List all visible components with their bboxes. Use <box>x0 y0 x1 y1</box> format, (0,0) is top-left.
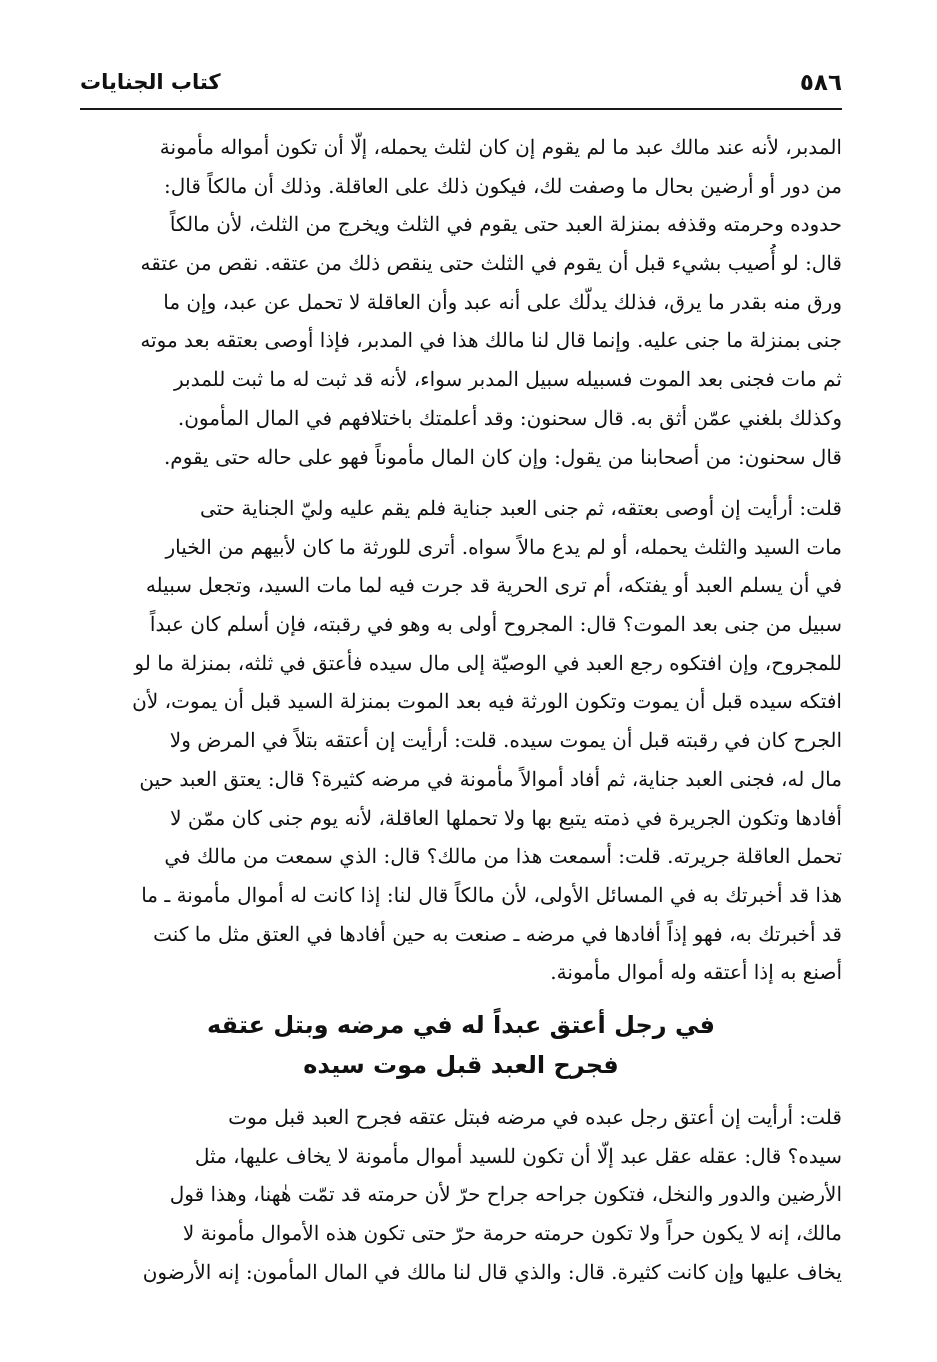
section-heading <box>80 1005 842 1085</box>
text-line: حدوده وحرمته وقذفه بمنزلة العبد حتى يقوم في الثلث ويخرج من الثلث، لأن مالكاً <box>169 212 842 237</box>
text-line: من دور أو أرضين بحال ما وصفت لك، فيكون ذلك على العاقلة. وذلك أن مالكاً قال: <box>163 173 842 198</box>
text-line: أفادها وتكون الجريرة في ذمته يتبع بها ولا تحملها العاقلة، لأنه يوم جنى كان ممّن لا <box>170 805 842 830</box>
text-line: يخاف عليها وإن كانت كثيرة. قال: والذي قال لنا مالك في المال المأمون: إنه الأرضون <box>142 1259 842 1284</box>
section-heading-line: فجرح العبد قبل موت سيده <box>303 1051 619 1079</box>
section-heading-line: في رجل أعتق عبداً له في مرضه وبتل عتقه <box>207 1011 715 1039</box>
text-line: ثم مات فجنى بعد الموت فسبيله سبيل المدبر سواء، لأنه قد ثبت له ما ثبت للمدبر <box>174 367 842 392</box>
text-line: الجرح كان في رقبته قبل أن يموت سيده. قلت: أرأيت إن أعتقه بتلاً في المرض ولا <box>169 728 842 753</box>
text-line: الأرضين والدور والنخل، فتكون جراحه جراح حرّ لأن حرمته قد تمّت هٰهنا، وهذا قول <box>169 1182 842 1207</box>
text-line: هذا قد أخبرتك به في المسائل الأولى، لأن مالكاً قال لنا: إذا كانت له أموال مأمونة ـ ما <box>141 882 842 907</box>
text-line: مات السيد والثلث يحمله، أو لم يدع مالاً سواه. أترى للورثة ما كان لأبيهم من الخيار <box>165 534 842 559</box>
text-line: للمجروح، وإن افتكوه رجع العبد في الوصيّة إلى مال سيده فأعتق في ثلثه، بمنزلة ما لو <box>134 650 842 675</box>
text-line: في أن يسلم العبد أو يفتكه، أم ترى الحرية قد جرت فيه لما مات السيد، وتجعل سبيله <box>145 573 842 598</box>
paragraph-3 <box>80 1098 842 1291</box>
text-line: افتكه سيده قبل أن يموت وتكون الورثة فيه بعد الموت بمنزلة السيد قبل أن يموت، لأن <box>132 689 842 714</box>
text-line: تحمل العاقلة جريرته. قلت: أسمعت هذا من مالك؟ قال: الذي سمعت من مالك في <box>164 844 842 869</box>
text-line: قد أخبرتك به، فهو إذاً أفادها في مرضه ـ صنعت به حين أفادها في العتق مثل ما كنت <box>153 921 842 946</box>
page-header <box>80 66 842 106</box>
text-line: وكذلك بلغني عمّن أثق به. قال سحنون: وقد أعلمتك باختلافهم في المال المأمون. <box>177 405 842 430</box>
paragraph-2 <box>80 489 842 992</box>
text-line: مالك، إنه لا يكون حراً ولا تكون حرمته حرمة حرّ حتى تكون هذه الأموال مأمونة لا <box>182 1221 842 1246</box>
text-line: قلت: أرأيت إن أعتق رجل عبده في مرضه فبتل عتقه فجرح العبد قبل موت <box>228 1105 842 1129</box>
paragraph-1 <box>80 128 842 476</box>
text-line: قلت: أرأيت إن أوصى بعتقه، ثم جنى العبد جناية فلم يقم عليه وليّ الجناية حتى <box>199 496 842 520</box>
book-title: كتاب الجنايات <box>80 70 221 94</box>
text-line: سبيل من جنى بعد الموت؟ قال: المجروح أولى به وهو في رقبته، فإن أسلم كان عبداً <box>149 612 842 637</box>
text-line: قال سحنون: من أصحابنا من يقول: وإن كان المال مأموناً فهو على حاله حتى يقوم. <box>163 444 842 469</box>
text-line: قال: لو أُصيب بشيء قبل أن يقوم في الثلث حتى ينقص ذلك من عتقه. نقص من عتقه <box>140 251 842 276</box>
text-line: المدبر، لأنه عند مالك عبد ما لم يقوم إن كان لثلث يحمله، إلّا أن تكون أمواله مأمونة <box>159 135 842 159</box>
text-line: أصنع به إذا أعتقه وله أموال مأمونة. <box>550 960 842 985</box>
page-number: ٥٨٦ <box>799 70 842 96</box>
text-line: جنى بمنزلة ما جنى عليه. وإنما قال لنا مالك هذا في المدبر، فإذا أوصى بعتقه بعد موته <box>140 328 842 353</box>
text-line: مال له، فجنى العبد جناية، ثم أفاد أموالاً مأمونة في مرضه كثيرة؟ قال: يعتق العبد حين <box>139 766 842 791</box>
header-divider <box>80 108 842 110</box>
text-line: سيده؟ قال: عقله عقل عبد إلّا أن تكون للسيد أموال مأمونة لا يخاف عليها، مثل <box>194 1143 842 1168</box>
text-line: ورق منه بقدر ما يرق، فذلك يدلّك على أنه عبد وأن العاقلة لا تحمل عن عبد، وإن ما <box>163 289 842 314</box>
